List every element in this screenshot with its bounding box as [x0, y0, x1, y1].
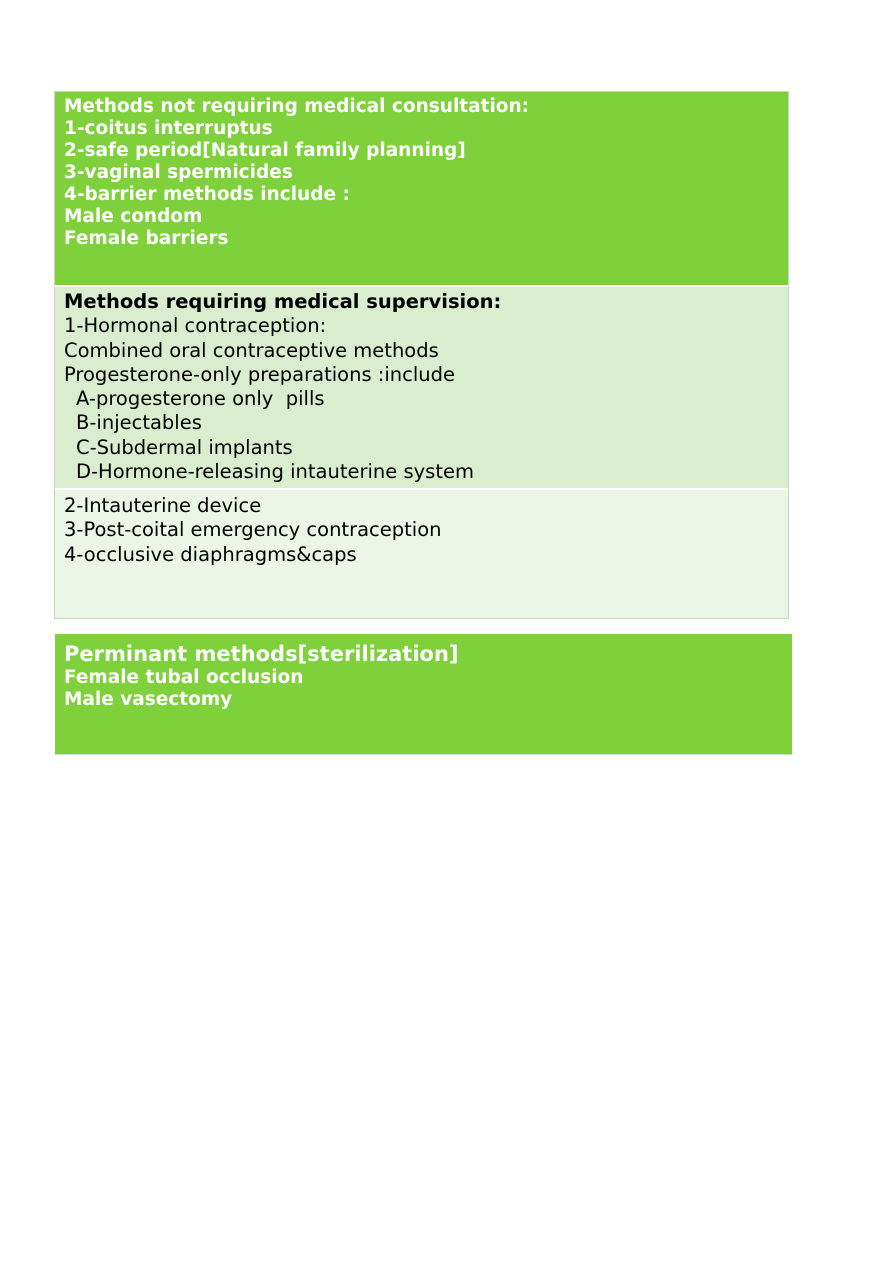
list-item: 2-safe period[Natural family planning]	[64, 140, 466, 161]
list-item: 1-coitus interruptus	[64, 118, 273, 139]
list-item: Female tubal occlusion	[64, 667, 304, 688]
contraception-methods-table	[54, 91, 789, 619]
list-item: 2-Intauterine device	[64, 494, 262, 517]
sub-list-item: C-Subdermal implants	[76, 435, 293, 459]
list-item: 4-barrier methods include :	[64, 184, 350, 205]
supervision-heading: Methods requiring medical supervision:	[64, 290, 502, 313]
list-item: Progesterone-only preparations :include	[64, 362, 456, 386]
sub-list-item: D-Hormone-releasing intauterine system	[76, 460, 474, 484]
no-consultation-heading: Methods not requiring medical consultation:	[64, 96, 530, 117]
list-item: Male condom	[64, 206, 203, 227]
permanent-methods-table	[55, 634, 792, 755]
list-item: 4-occlusive diaphragms&caps	[64, 542, 357, 566]
permanent-methods-heading: Perminant methods[sterilization]	[64, 642, 459, 666]
other-methods-cell	[55, 488, 788, 618]
no-consultation-cell	[55, 92, 788, 285]
sub-list-item: A-progesterone only pills	[76, 387, 325, 411]
list-item: Male vasectomy	[64, 689, 233, 710]
list-item: 3-vaginal spermicides	[64, 162, 293, 183]
supervision-cell	[55, 285, 788, 488]
list-item: 1-Hormonal contraception:	[64, 314, 327, 338]
list-item: Female barriers	[64, 228, 229, 249]
permanent-methods-cell	[55, 634, 792, 754]
list-item: 3-Post-coital emergency contraception	[64, 518, 442, 542]
list-item: Combined oral contraceptive methods	[64, 338, 439, 362]
sub-list-item: B-injectables	[76, 411, 202, 435]
